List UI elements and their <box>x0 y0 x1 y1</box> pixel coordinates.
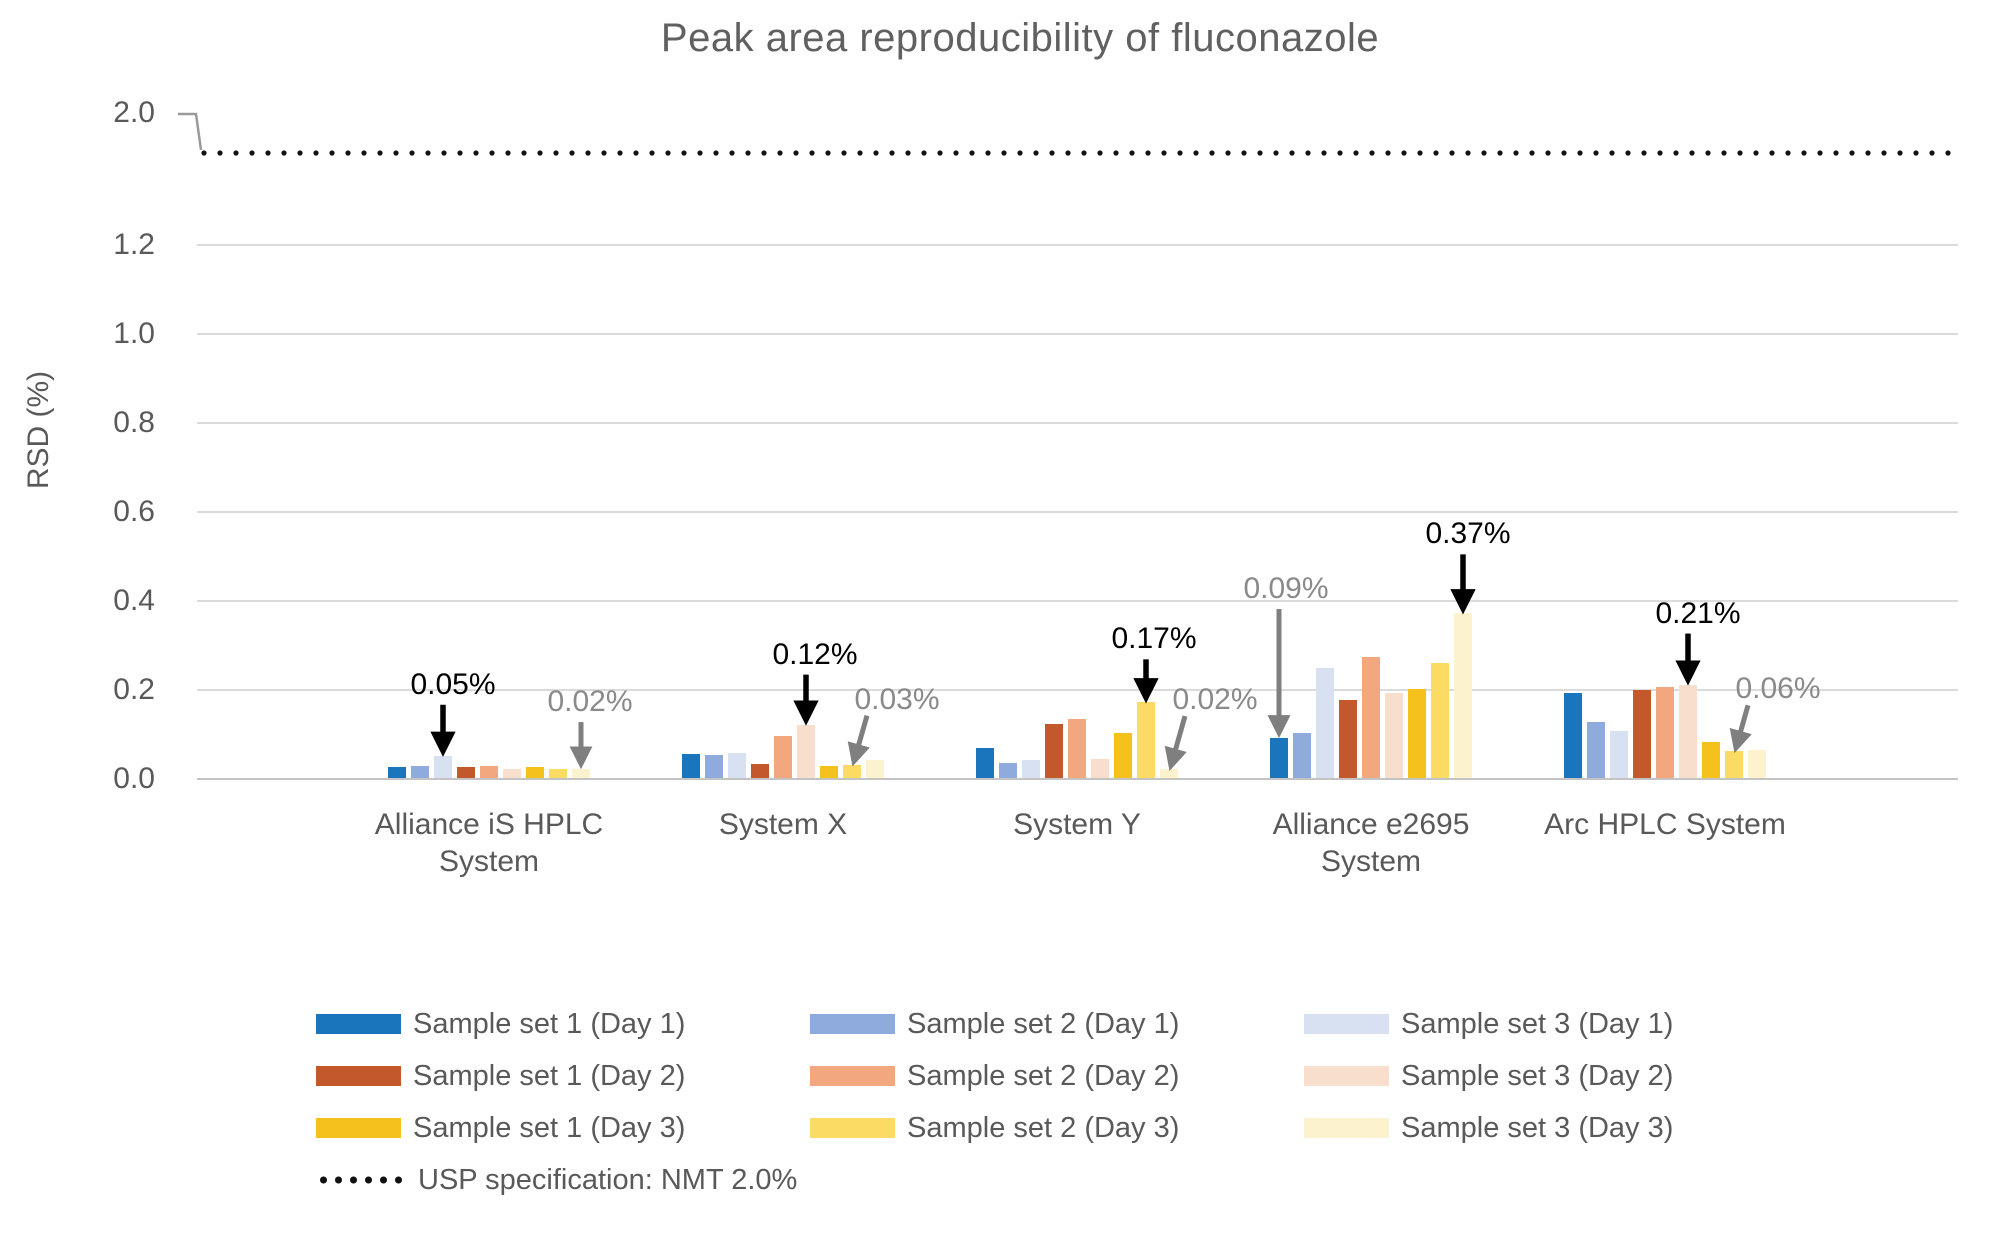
legend-item <box>1304 1008 1798 1041</box>
y-tick-label: 0.4 <box>113 584 155 617</box>
annotation-label: 0.02% <box>1172 683 1258 717</box>
usp-dotted-swatch <box>316 1176 406 1184</box>
annotation-label: 0.06% <box>1735 672 1821 706</box>
legend-swatch <box>1304 1014 1389 1034</box>
legend-label: Sample set 3 (Day 3) <box>1401 1111 1674 1144</box>
annotation-label: 0.02% <box>547 685 633 719</box>
legend-item <box>810 1112 1304 1145</box>
x-category-label: System Y <box>1013 808 1141 841</box>
legend-item <box>316 1060 810 1093</box>
annotation-label: 0.17% <box>1111 622 1197 656</box>
legend-label: Sample set 1 (Day 3) <box>413 1111 686 1144</box>
legend-label: Sample set 1 (Day 2) <box>413 1059 686 1092</box>
legend-label: Sample set 2 (Day 2) <box>907 1059 1180 1092</box>
y-tick-label: 0.2 <box>113 673 155 706</box>
axis-break-line <box>178 114 201 150</box>
annotation-arrow <box>1737 705 1748 744</box>
x-category-label: Alliance iS HPLC System <box>374 808 604 878</box>
x-category-label: Alliance e2695 System <box>1272 808 1470 878</box>
legend-label: Sample set 2 (Day 3) <box>907 1111 1180 1144</box>
legend-swatch <box>1304 1066 1389 1086</box>
y-axis-title: RSD (%) <box>22 370 55 490</box>
legend-swatch <box>316 1118 401 1138</box>
annotation-arrow <box>1172 716 1185 762</box>
legend-item-usp <box>316 1164 810 1197</box>
legend-swatch <box>1304 1118 1389 1138</box>
legend-label: Sample set 1 (Day 1) <box>413 1007 686 1040</box>
chart-title: Peak area reproducibility of fluconazole <box>660 16 1380 60</box>
legend-item <box>1304 1060 1798 1093</box>
y-tick-label: 0.6 <box>113 495 155 528</box>
legend-item <box>810 1060 1304 1093</box>
annotation-label: 0.09% <box>1243 571 1329 605</box>
legend-swatch <box>810 1066 895 1086</box>
y-tick-label: 1.2 <box>113 228 155 261</box>
legend-label: Sample set 3 (Day 1) <box>1401 1007 1674 1040</box>
legend-swatch <box>316 1014 401 1034</box>
legend-item <box>316 1008 810 1041</box>
legend-label: Sample set 3 (Day 2) <box>1401 1059 1674 1092</box>
x-category-label: System X <box>718 808 848 841</box>
legend-swatch <box>810 1118 895 1138</box>
annotation-arrow <box>855 716 867 758</box>
annotation-label: 0.37% <box>1425 517 1511 551</box>
legend-item <box>810 1008 1304 1041</box>
legend-label: Sample set 2 (Day 1) <box>907 1007 1180 1040</box>
y-tick-label: 0.0 <box>113 762 155 795</box>
y-tick-label: 0.8 <box>113 406 155 439</box>
annotation-label: 0.03% <box>854 682 940 716</box>
y-tick-label: 1.0 <box>113 317 155 350</box>
legend-swatch <box>316 1066 401 1086</box>
annotation-label: 0.21% <box>1655 596 1741 630</box>
legend <box>316 998 1798 1206</box>
y-tick-label: 2.0 <box>113 96 155 129</box>
annotation-label: 0.12% <box>772 637 858 671</box>
x-category-label: Arc HPLC System <box>1544 808 1786 841</box>
legend-swatch <box>810 1014 895 1034</box>
legend-label: USP specification: NMT 2.0% <box>418 1163 798 1196</box>
legend-item <box>1304 1112 1798 1145</box>
legend-item <box>316 1112 810 1145</box>
annotation-label: 0.05% <box>410 667 496 701</box>
